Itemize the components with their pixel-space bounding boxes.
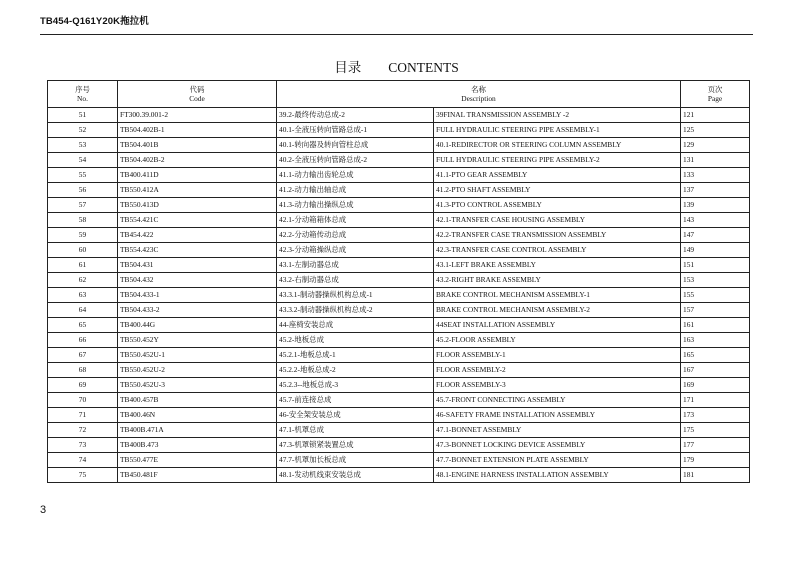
- row-number: 59: [48, 228, 118, 243]
- table-row: [48, 258, 750, 273]
- row-code: TB400.457B: [118, 393, 277, 408]
- row-number: 75: [48, 468, 118, 483]
- row-page: 133: [681, 168, 750, 183]
- row-name-zh: 41.2-动力输出轴总成: [277, 183, 434, 198]
- row-name-en: 47.7-BONNET EXTENSION PLATE ASSEMBLY: [434, 453, 681, 468]
- row-code: TB504.402B-1: [118, 123, 277, 138]
- row-code: FT300.39.001-2: [118, 108, 277, 123]
- row-number: 66: [48, 333, 118, 348]
- row-number: 54: [48, 153, 118, 168]
- row-page: 179: [681, 453, 750, 468]
- row-name-zh: 45.7-前连接总成: [277, 393, 434, 408]
- row-name-en: 43.2-RIGHT BRAKE ASSEMBLY: [434, 273, 681, 288]
- column-header-seq: 序号 No.: [48, 81, 118, 108]
- row-number: 56: [48, 183, 118, 198]
- table-header-row: [48, 81, 750, 108]
- row-code: TB554.421C: [118, 213, 277, 228]
- row-code: TB550.452U-1: [118, 348, 277, 363]
- row-code: TB454.422: [118, 228, 277, 243]
- row-number: 61: [48, 258, 118, 273]
- table-row: [48, 198, 750, 213]
- table-row: [48, 318, 750, 333]
- row-number: 52: [48, 123, 118, 138]
- table-row: [48, 213, 750, 228]
- row-number: 64: [48, 303, 118, 318]
- row-number: 63: [48, 288, 118, 303]
- row-name-en: 47.1-BONNET ASSEMBLY: [434, 423, 681, 438]
- row-page: 137: [681, 183, 750, 198]
- table-row: [48, 108, 750, 123]
- row-name-en: 41.2-PTO SHAFT ASSEMBLY: [434, 183, 681, 198]
- row-name-zh: 41.1-动力输出齿轮总成: [277, 168, 434, 183]
- row-code: TB504.431: [118, 258, 277, 273]
- row-name-en: 45.2-FLOOR ASSEMBLY: [434, 333, 681, 348]
- row-name-en: 48.1-ENGINE HARNESS INSTALLATION ASSEMBLY: [434, 468, 681, 483]
- row-page: 147: [681, 228, 750, 243]
- row-code: TB504.401B: [118, 138, 277, 153]
- row-name-zh: 45.2.1-地板总成-1: [277, 348, 434, 363]
- row-number: 72: [48, 423, 118, 438]
- row-page: 143: [681, 213, 750, 228]
- row-name-zh: 43.3.1-制动器操纵机构总成-1: [277, 288, 434, 303]
- row-name-en: FULL HYDRAULIC STEERING PIPE ASSEMBLY-2: [434, 153, 681, 168]
- row-number: 71: [48, 408, 118, 423]
- row-name-zh: 43.2-右制动器总成: [277, 273, 434, 288]
- table-row: [48, 273, 750, 288]
- table-row: [48, 423, 750, 438]
- row-name-zh: 44-座椅安装总成: [277, 318, 434, 333]
- row-number: 53: [48, 138, 118, 153]
- row-page: 165: [681, 348, 750, 363]
- row-page: 153: [681, 273, 750, 288]
- row-name-zh: 40.1-转向器及转向管柱总成: [277, 138, 434, 153]
- row-number: 73: [48, 438, 118, 453]
- row-number: 57: [48, 198, 118, 213]
- row-page: 167: [681, 363, 750, 378]
- table-row: [48, 453, 750, 468]
- row-code: TB550.413D: [118, 198, 277, 213]
- document-header-title: TB454-Q161Y20K拖拉机: [40, 16, 149, 27]
- table-row: [48, 243, 750, 258]
- row-page: 151: [681, 258, 750, 273]
- column-header-code: 代码 Code: [118, 81, 277, 108]
- row-number: 58: [48, 213, 118, 228]
- row-code: TB550.452Y: [118, 333, 277, 348]
- table-row: [48, 138, 750, 153]
- row-name-en: 45.7-FRONT CONNECTING ASSEMBLY: [434, 393, 681, 408]
- row-page: 149: [681, 243, 750, 258]
- row-name-en: 46-SAFETY FRAME INSTALLATION ASSEMBLY: [434, 408, 681, 423]
- row-code: TB400.46N: [118, 408, 277, 423]
- table-row: [48, 393, 750, 408]
- row-number: 68: [48, 363, 118, 378]
- row-name-zh: 40.2-全液压转向管路总成-2: [277, 153, 434, 168]
- row-code: TB550.452U-2: [118, 363, 277, 378]
- row-number: 69: [48, 378, 118, 393]
- contents-title-en: CONTENTS: [388, 60, 459, 75]
- row-page: 139: [681, 198, 750, 213]
- row-page: 171: [681, 393, 750, 408]
- table-row: [48, 123, 750, 138]
- row-page: 121: [681, 108, 750, 123]
- row-name-zh: 42.1-分动箱箱体总成: [277, 213, 434, 228]
- row-name-zh: 47.3-机罩锁紧装置总成: [277, 438, 434, 453]
- row-name-zh: 47.1-机罩总成: [277, 423, 434, 438]
- row-code: TB504.402B-2: [118, 153, 277, 168]
- row-code: TB400B.471A: [118, 423, 277, 438]
- row-name-zh: 45.2.3--地板总成-3: [277, 378, 434, 393]
- row-name-en: 40.1-REDIRECTOR OR STEERING COLUMN ASSEMBLY: [434, 138, 681, 153]
- row-page: 131: [681, 153, 750, 168]
- row-name-en: FLOOR ASSEMBLY-3: [434, 378, 681, 393]
- row-page: 157: [681, 303, 750, 318]
- row-name-en: 42.3-TRANSFER CASE CONTROL ASSEMBLY: [434, 243, 681, 258]
- row-number: 74: [48, 453, 118, 468]
- row-number: 55: [48, 168, 118, 183]
- row-name-zh: 42.2-分动箱传动总成: [277, 228, 434, 243]
- row-name-en: 42.1-TRANSFER CASE HOUSING ASSEMBLY: [434, 213, 681, 228]
- row-name-en: FULL HYDRAULIC STEERING PIPE ASSEMBLY-1: [434, 123, 681, 138]
- table-row: [48, 468, 750, 483]
- row-name-en: 44SEAT INSTALLATION ASSEMBLY: [434, 318, 681, 333]
- row-number: 60: [48, 243, 118, 258]
- row-name-zh: 43.3.2-制动器操纵机构总成-2: [277, 303, 434, 318]
- row-page: 155: [681, 288, 750, 303]
- row-name-zh: 39.2-最终传动总成-2: [277, 108, 434, 123]
- row-name-zh: 43.1-左制动器总成: [277, 258, 434, 273]
- row-code: TB550.477E: [118, 453, 277, 468]
- contents-title-zh: 目录: [334, 60, 362, 75]
- row-page: 163: [681, 333, 750, 348]
- row-name-en: 39FINAL TRANSMISSION ASSEMBLY -2: [434, 108, 681, 123]
- row-page: 173: [681, 408, 750, 423]
- row-code: TB554.423C: [118, 243, 277, 258]
- table-row: [48, 288, 750, 303]
- row-number: 65: [48, 318, 118, 333]
- row-name-en: 42.2-TRANSFER CASE TRANSMISSION ASSEMBLY: [434, 228, 681, 243]
- row-name-zh: 41.3-动力输出操纵总成: [277, 198, 434, 213]
- row-code: TB400.44G: [118, 318, 277, 333]
- row-number: 62: [48, 273, 118, 288]
- table-row: [48, 303, 750, 318]
- header-divider: [40, 34, 753, 35]
- page-number: 3: [40, 504, 47, 516]
- row-name-zh: 40.1-全液压转向管路总成-1: [277, 123, 434, 138]
- row-page: 181: [681, 468, 750, 483]
- row-name-zh: 48.1-发动机线束安装总成: [277, 468, 434, 483]
- row-code: TB504.432: [118, 273, 277, 288]
- table-row: [48, 438, 750, 453]
- column-header-page: 页次 Page: [681, 81, 750, 108]
- row-number: 70: [48, 393, 118, 408]
- row-page: 125: [681, 123, 750, 138]
- row-name-en: FLOOR ASSEMBLY-1: [434, 348, 681, 363]
- table-row: [48, 378, 750, 393]
- row-name-en: FLOOR ASSEMBLY-2: [434, 363, 681, 378]
- row-name-en: BRAKE CONTROL MECHANISM ASSEMBLY-2: [434, 303, 681, 318]
- row-code: TB504.433-1: [118, 288, 277, 303]
- row-page: 175: [681, 423, 750, 438]
- row-name-en: 41.1-PTO GEAR ASSEMBLY: [434, 168, 681, 183]
- row-code: TB450.481F: [118, 468, 277, 483]
- table-row: [48, 228, 750, 243]
- row-name-en: 43.1-LEFT BRAKE ASSEMBLY: [434, 258, 681, 273]
- table-row: [48, 333, 750, 348]
- row-number: 67: [48, 348, 118, 363]
- row-name-en: 47.3-BONNET LOCKING DEVICE ASSEMBLY: [434, 438, 681, 453]
- row-code: TB400.411D: [118, 168, 277, 183]
- contents-title: [0, 56, 793, 76]
- row-page: 177: [681, 438, 750, 453]
- row-name-en: 41.3-PTO CONTROL ASSEMBLY: [434, 198, 681, 213]
- row-name-zh: 45.2-地板总成: [277, 333, 434, 348]
- row-number: 51: [48, 108, 118, 123]
- column-header-name: 名称 Description: [277, 81, 681, 108]
- row-page: 129: [681, 138, 750, 153]
- row-name-en: BRAKE CONTROL MECHANISM ASSEMBLY-1: [434, 288, 681, 303]
- table-row: [48, 183, 750, 198]
- table-row: [48, 153, 750, 168]
- row-page: 169: [681, 378, 750, 393]
- row-code: TB400B.473: [118, 438, 277, 453]
- row-name-zh: 45.2.2-地板总成-2: [277, 363, 434, 378]
- table-row: [48, 168, 750, 183]
- row-code: TB550.412A: [118, 183, 277, 198]
- row-page: 161: [681, 318, 750, 333]
- row-code: TB550.452U-3: [118, 378, 277, 393]
- table-row: [48, 408, 750, 423]
- contents-table: [47, 80, 750, 483]
- row-name-zh: 46-安全架安装总成: [277, 408, 434, 423]
- row-code: TB504.433-2: [118, 303, 277, 318]
- row-name-zh: 42.3-分动箱操纵总成: [277, 243, 434, 258]
- table-row: [48, 348, 750, 363]
- row-name-zh: 47.7-机罩加长板总成: [277, 453, 434, 468]
- table-row: [48, 363, 750, 378]
- table-body: [48, 108, 750, 483]
